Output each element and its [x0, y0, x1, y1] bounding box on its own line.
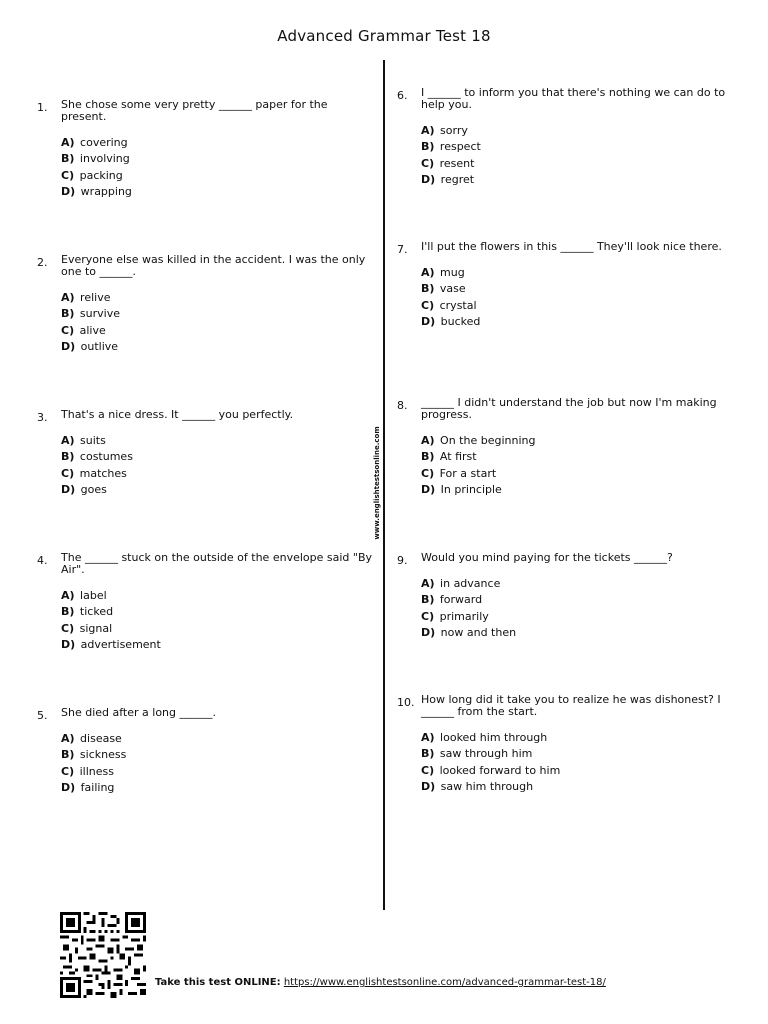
option-b[interactable]: B) respect [421, 140, 481, 154]
question-stem: ______ I didn't understand the job but now I'm making progress. [421, 396, 717, 421]
answer-options [421, 265, 733, 331]
answer-options [61, 290, 373, 356]
question-stem: I'll put the flowers in this ______ They'll look nice there. [421, 240, 722, 253]
question-10 [397, 693, 733, 796]
question-stem: The ______ stuck on the outside of the envelope said "By Air". [61, 551, 372, 576]
page-title: Advanced Grammar Test 18 [277, 27, 491, 45]
option-b[interactable]: B) survive [61, 307, 120, 321]
option-c[interactable]: C) alive [61, 323, 106, 337]
option-d[interactable]: D) regret [421, 173, 475, 187]
option-d[interactable]: D) outlive [61, 340, 119, 354]
option-a[interactable]: A) in advance [421, 577, 501, 590]
question-stem: How long did it take you to realize he was dishonest? I ______ from the start. [421, 693, 721, 718]
option-c[interactable]: C) crystal [421, 298, 477, 312]
question-number: 4. [37, 554, 48, 567]
footer-link-line [155, 977, 606, 988]
option-b[interactable]: B) sickness [61, 748, 127, 762]
question-9 [397, 551, 733, 642]
option-a[interactable]: A) disease [61, 732, 122, 745]
option-c[interactable]: C) matches [61, 466, 127, 480]
option-b[interactable]: B) ticked [61, 605, 114, 619]
answer-options [61, 731, 373, 797]
option-a[interactable]: A) On the beginning [421, 434, 536, 447]
question-number: 7. [397, 243, 408, 256]
side-website-text: www.englishtestsonline.com [373, 426, 381, 540]
question-stem: That's a nice dress. It ______ you perfectly. [61, 408, 294, 421]
question-number: 6. [397, 89, 408, 102]
option-d[interactable]: D) goes [61, 483, 107, 497]
option-d[interactable]: D) In principle [421, 483, 502, 497]
answer-options [61, 433, 373, 499]
option-a[interactable]: A) label [61, 589, 107, 602]
question-number: 1. [37, 101, 48, 114]
option-b[interactable]: B) involving [61, 152, 130, 166]
option-b[interactable]: B) saw through him [421, 747, 533, 761]
option-a[interactable]: A) looked him through [421, 731, 548, 744]
option-a[interactable]: A) sorry [421, 124, 468, 137]
option-b[interactable]: B) forward [421, 593, 483, 607]
option-c[interactable]: C) primarily [421, 609, 489, 623]
option-b[interactable]: B) At first [421, 450, 477, 464]
answer-options [421, 730, 733, 796]
answer-options [421, 576, 733, 642]
question-stem: She died after a long ______. [61, 706, 216, 719]
option-c[interactable]: C) For a start [421, 466, 497, 480]
option-d[interactable]: D) saw him through [421, 780, 534, 794]
option-a[interactable]: A) covering [61, 136, 128, 149]
question-number: 5. [37, 709, 48, 722]
question-stem: Everyone else was killed in the accident. I was the only one to ______. [61, 253, 366, 278]
test-online-link[interactable]: https://www.englishtestsonline.com/advanced-grammar-test-18/ [283, 977, 606, 988]
option-d[interactable]: D) wrapping [61, 185, 132, 199]
question-6 [397, 86, 733, 189]
option-d[interactable]: D) now and then [421, 626, 517, 640]
question-stem: Would you mind paying for the tickets ______? [421, 551, 673, 564]
option-b[interactable]: B) vase [421, 282, 466, 296]
question-number: 9. [397, 554, 408, 567]
option-c[interactable]: C) signal [61, 621, 113, 635]
option-a[interactable]: A) relive [61, 291, 111, 304]
question-stem: She chose some very pretty ______ paper for the present. [61, 98, 328, 123]
option-c[interactable]: C) illness [61, 764, 114, 778]
question-3 [37, 408, 373, 499]
question-number: 10. [397, 696, 415, 709]
question-number: 2. [37, 256, 48, 269]
option-d[interactable]: D) failing [61, 781, 115, 795]
question-2 [37, 253, 373, 356]
footer-label: Take this test ONLINE: [155, 977, 281, 988]
option-b[interactable]: B) costumes [61, 450, 133, 464]
question-8 [397, 396, 733, 499]
answer-options [421, 433, 733, 499]
option-c[interactable]: C) packing [61, 168, 123, 182]
column-divider [383, 60, 385, 910]
option-d[interactable]: D) advertisement [61, 638, 161, 652]
option-a[interactable]: A) suits [61, 434, 106, 447]
option-a[interactable]: A) mug [421, 266, 465, 279]
question-4 [37, 551, 373, 654]
option-c[interactable]: C) looked forward to him [421, 763, 561, 777]
answer-options [61, 588, 373, 654]
answer-options [421, 123, 733, 189]
question-7 [397, 240, 733, 331]
answer-options [61, 135, 373, 201]
question-1 [37, 98, 373, 201]
question-number: 8. [397, 399, 408, 412]
option-c[interactable]: C) resent [421, 156, 475, 170]
question-stem: I ______ to inform you that there's nothing we can do to help you. [421, 86, 726, 111]
qr-code-icon[interactable] [60, 912, 146, 998]
question-number: 3. [37, 411, 48, 424]
option-d[interactable]: D) bucked [421, 315, 481, 329]
question-5 [37, 706, 373, 797]
